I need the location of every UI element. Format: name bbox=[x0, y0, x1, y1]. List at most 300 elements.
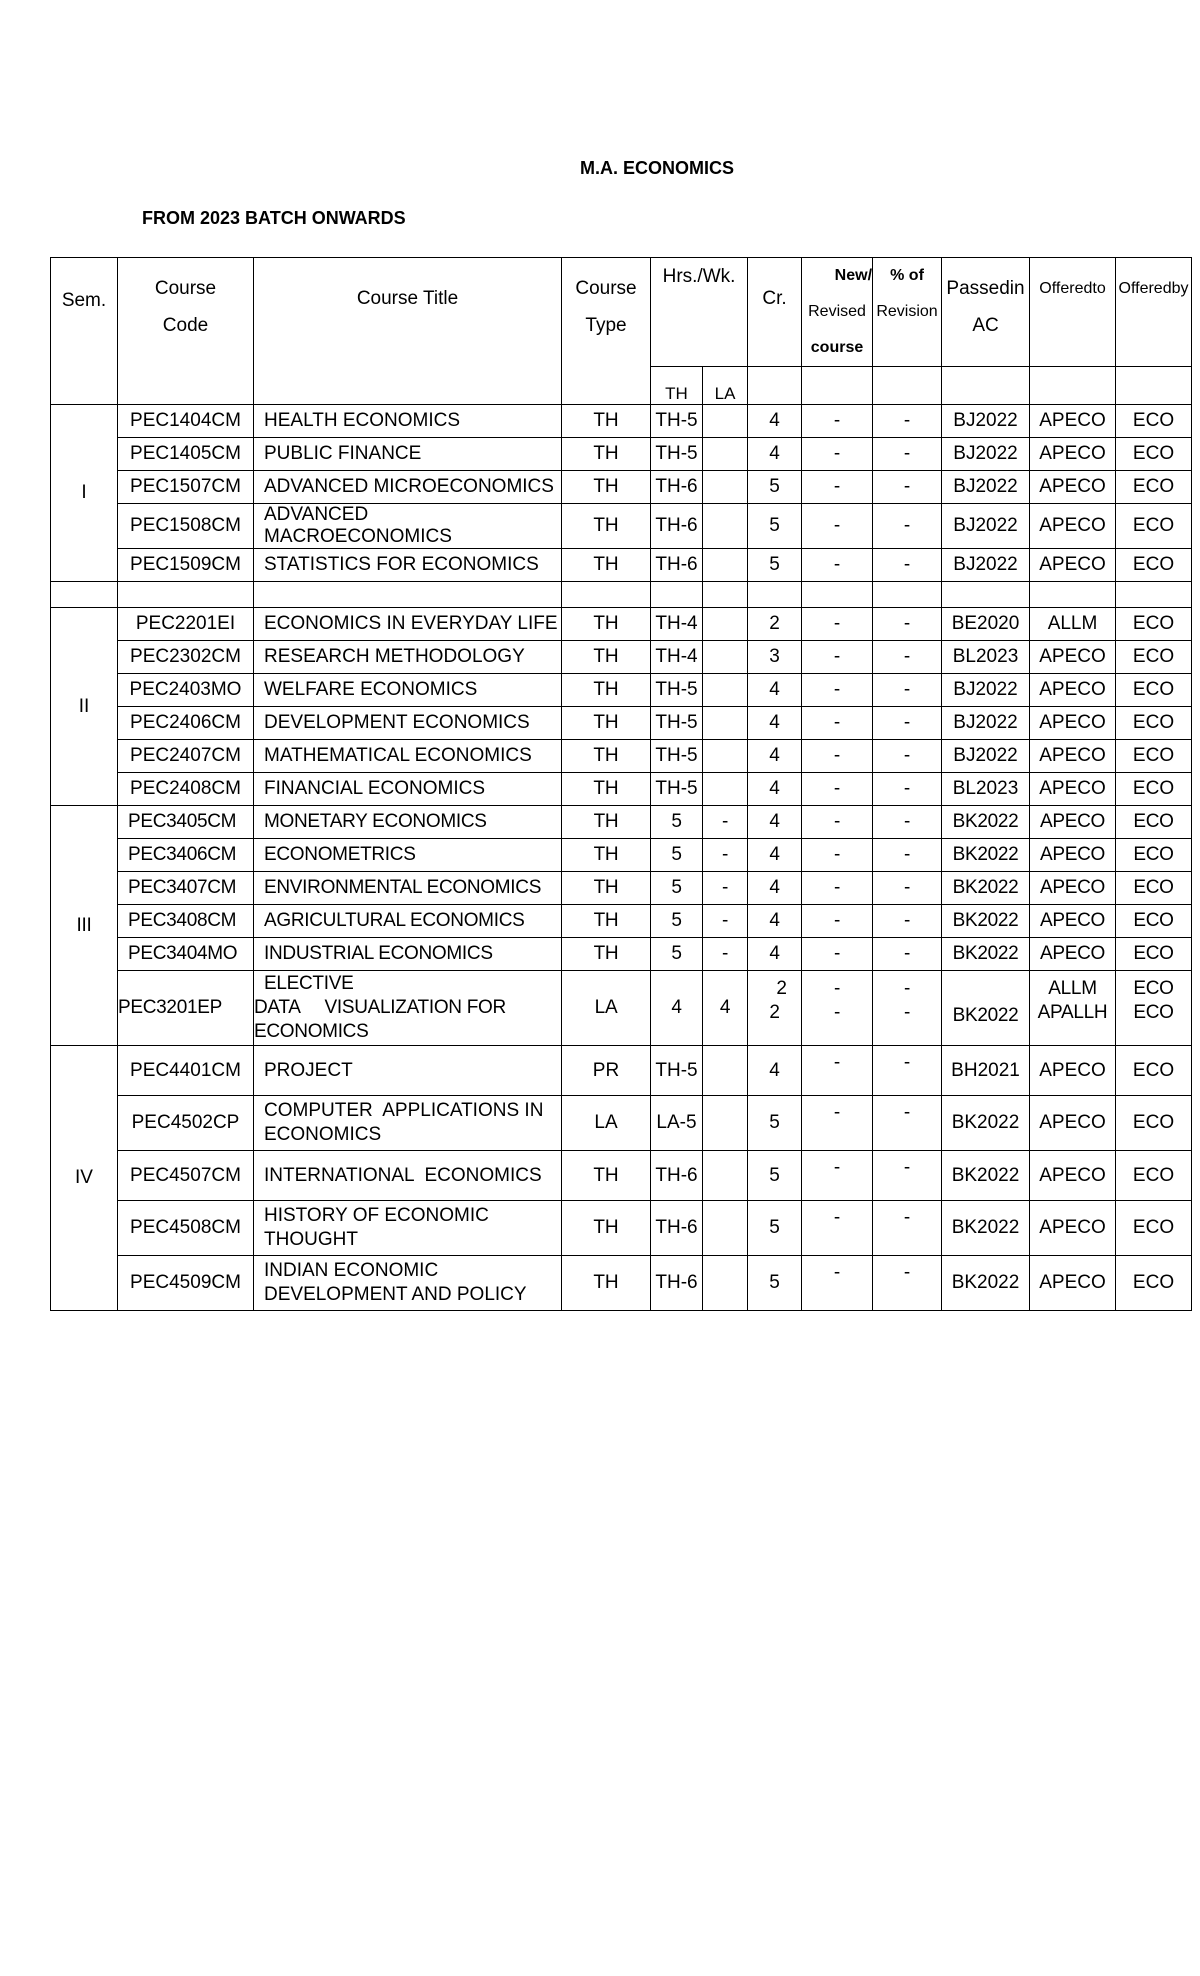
header-course-type bbox=[562, 258, 651, 405]
passed-ac: BK2022 bbox=[942, 1256, 1030, 1311]
offered-to: APECO bbox=[1030, 740, 1116, 773]
new-revised: - bbox=[802, 504, 873, 549]
table-row bbox=[51, 1256, 1192, 1311]
course-type: TH bbox=[562, 641, 651, 674]
credits: 4 bbox=[748, 938, 802, 971]
offered-by: ECO bbox=[1116, 872, 1192, 905]
hrs-th: TH-5 bbox=[651, 438, 703, 471]
passed-ac: BK2022 bbox=[942, 1201, 1030, 1256]
credits: 4 bbox=[748, 438, 802, 471]
passed-ac: BE2020 bbox=[942, 608, 1030, 641]
hrs-th: TH-6 bbox=[651, 1201, 703, 1256]
header-sem-label: Sem. bbox=[61, 290, 107, 311]
course-type: TH bbox=[562, 1201, 651, 1256]
revision-pct: - bbox=[873, 405, 942, 438]
offered-to: APECO bbox=[1030, 1096, 1116, 1151]
spacer-cell bbox=[51, 582, 118, 608]
table-row bbox=[51, 405, 1192, 438]
hrs-la bbox=[703, 438, 748, 471]
course-type: TH bbox=[562, 549, 651, 582]
course-title: STATISTICS FOR ECONOMICS bbox=[254, 549, 562, 582]
document-subtitle: FROM 2023 BATCH ONWARDS bbox=[142, 208, 406, 228]
passed-ac: BK2022 bbox=[942, 938, 1030, 971]
spacer-cell bbox=[703, 582, 748, 608]
hrs-la bbox=[703, 549, 748, 582]
course-title: INDUSTRIAL ECONOMICS bbox=[254, 938, 562, 971]
spacer-cell bbox=[254, 582, 562, 608]
hrs-la bbox=[703, 641, 748, 674]
offered-by: ECO bbox=[1116, 1201, 1192, 1256]
passed-ac: BJ2022 bbox=[942, 740, 1030, 773]
passed-ac: BK2022 bbox=[942, 806, 1030, 839]
offered-by: ECO bbox=[1116, 905, 1192, 938]
offered-to: APECO bbox=[1030, 504, 1116, 549]
hrs-th: 5 bbox=[651, 806, 703, 839]
course-code: PEC2201EI bbox=[118, 608, 254, 641]
offered-to-elective bbox=[1030, 971, 1116, 1046]
hrs-la: - bbox=[703, 938, 748, 971]
new-revised: - bbox=[802, 872, 873, 905]
hrs-th: TH-5 bbox=[651, 674, 703, 707]
course-type: TH bbox=[562, 1151, 651, 1201]
course-title-line2: ECONOMICS bbox=[264, 1124, 382, 1145]
table-row bbox=[51, 438, 1192, 471]
course-title bbox=[254, 1151, 562, 1201]
new-revised: - bbox=[802, 938, 873, 971]
header-course-title-label: Course Title bbox=[356, 288, 459, 309]
revision-pct: - bbox=[873, 608, 942, 641]
course-code: PEC3405CM bbox=[118, 806, 254, 839]
spacer-cell bbox=[562, 582, 651, 608]
course-code: PEC1507CM bbox=[118, 471, 254, 504]
hrs-th: TH-5 bbox=[651, 1046, 703, 1096]
course-title: HEALTH ECONOMICS bbox=[254, 405, 562, 438]
course-type: TH bbox=[562, 438, 651, 471]
new-revised: - bbox=[802, 608, 873, 641]
sem-label-3: III bbox=[76, 914, 92, 936]
hrs-th: LA-5 bbox=[651, 1096, 703, 1151]
revision-pct: - bbox=[873, 641, 942, 674]
passed-ac: BJ2022 bbox=[942, 549, 1030, 582]
offered-by: ECO bbox=[1116, 549, 1192, 582]
hrs-th: 5 bbox=[651, 905, 703, 938]
offered-by: ECO bbox=[1116, 674, 1192, 707]
offered-to: APECO bbox=[1030, 806, 1116, 839]
header-course-code-line1: Course bbox=[154, 278, 217, 299]
offered-by: ECO bbox=[1116, 740, 1192, 773]
offered-to: APECO bbox=[1030, 1046, 1116, 1096]
header-revision bbox=[873, 258, 942, 367]
header-passed-line1: Passedin bbox=[946, 278, 1025, 299]
course-code: PEC4502CP bbox=[118, 1096, 254, 1151]
course-title-line1: PROJECT bbox=[264, 1059, 353, 1081]
header-rev-line1: % of bbox=[890, 267, 924, 284]
course-title: MONETARY ECONOMICS bbox=[254, 806, 562, 839]
new-revised-elective bbox=[802, 971, 873, 1046]
revision-pct: - bbox=[873, 471, 942, 504]
elective-to1: ALLM bbox=[1048, 978, 1097, 999]
course-code: PEC1509CM bbox=[118, 549, 254, 582]
course-title-line1: INTERNATIONAL ECONOMICS bbox=[264, 1164, 542, 1186]
course-title: ENVIRONMENTAL ECONOMICS bbox=[254, 872, 562, 905]
offered-to: APECO bbox=[1030, 405, 1116, 438]
revision-pct: - bbox=[873, 1096, 942, 1151]
credits: 4 bbox=[748, 905, 802, 938]
course-title bbox=[254, 1201, 562, 1256]
header-by-blank bbox=[1116, 367, 1192, 405]
table-row bbox=[51, 872, 1192, 905]
credits: 4 bbox=[748, 839, 802, 872]
offered-to: APECO bbox=[1030, 707, 1116, 740]
credits: 5 bbox=[748, 504, 802, 549]
credits: 5 bbox=[748, 549, 802, 582]
course-type: TH bbox=[562, 504, 651, 549]
course-code: PEC4401CM bbox=[118, 1046, 254, 1096]
passed-ac: BK2022 bbox=[942, 1151, 1030, 1201]
course-code: PEC2403MO bbox=[118, 674, 254, 707]
offered-by: ECO bbox=[1116, 1046, 1192, 1096]
sem-cell-1 bbox=[51, 405, 118, 582]
course-title-line2: DEVELOPMENT AND POLICY bbox=[264, 1284, 527, 1305]
header-row bbox=[51, 258, 1192, 367]
course-type: TH bbox=[562, 740, 651, 773]
hrs-la bbox=[703, 504, 748, 549]
offered-to: APECO bbox=[1030, 674, 1116, 707]
header-th bbox=[651, 367, 703, 405]
passed-ac: BJ2022 bbox=[942, 405, 1030, 438]
hrs-th: TH-6 bbox=[651, 471, 703, 504]
revision-elective bbox=[873, 971, 942, 1046]
revision-pct: - bbox=[873, 1256, 942, 1311]
elective-by2: ECO bbox=[1133, 1002, 1174, 1023]
course-title bbox=[254, 1256, 562, 1311]
new-revised: - bbox=[802, 674, 873, 707]
course-title: ECONOMETRICS bbox=[254, 839, 562, 872]
revision-pct: - bbox=[873, 1151, 942, 1201]
course-code: PEC2407CM bbox=[118, 740, 254, 773]
hrs-la bbox=[703, 707, 748, 740]
offered-by: ECO bbox=[1116, 405, 1192, 438]
course-type: TH bbox=[562, 471, 651, 504]
course-title-line1: HISTORY OF ECONOMIC bbox=[264, 1205, 489, 1226]
course-type: TH bbox=[562, 707, 651, 740]
spacer-cell bbox=[651, 582, 703, 608]
table-row bbox=[51, 740, 1192, 773]
offered-by: ECO bbox=[1116, 1256, 1192, 1311]
header-hrs-wk-label: Hrs./Wk. bbox=[662, 266, 736, 287]
revision-pct: - bbox=[873, 438, 942, 471]
sem-cell-4 bbox=[51, 1046, 118, 1311]
course-type: TH bbox=[562, 806, 651, 839]
passed-ac: BJ2022 bbox=[942, 471, 1030, 504]
passed-ac: BJ2022 bbox=[942, 707, 1030, 740]
passed-ac: BJ2022 bbox=[942, 438, 1030, 471]
header-cr bbox=[748, 258, 802, 367]
offered-by: ECO bbox=[1116, 438, 1192, 471]
revision-pct: - bbox=[873, 549, 942, 582]
credits: 4 bbox=[748, 773, 802, 806]
course-type: TH bbox=[562, 872, 651, 905]
course-type: TH bbox=[562, 938, 651, 971]
credits: 3 bbox=[748, 641, 802, 674]
course-title: ADVANCED MACROECONOMICS bbox=[254, 504, 562, 549]
offered-to: APECO bbox=[1030, 1151, 1116, 1201]
credits: 5 bbox=[748, 1256, 802, 1311]
document-title: M.A. ECONOMICS bbox=[580, 158, 735, 178]
table-row bbox=[51, 806, 1192, 839]
course-code: PEC2406CM bbox=[118, 707, 254, 740]
header-cr-label: Cr. bbox=[762, 288, 787, 309]
offered-by: ECO bbox=[1116, 806, 1192, 839]
revision-pct: - bbox=[873, 773, 942, 806]
credits: 4 bbox=[748, 405, 802, 438]
revision-pct: - bbox=[873, 1046, 942, 1096]
new-revised: - bbox=[802, 438, 873, 471]
offered-to: APECO bbox=[1030, 872, 1116, 905]
revision-pct: - bbox=[873, 839, 942, 872]
header-course-code-line2: Code bbox=[162, 315, 209, 336]
course-title: RESEARCH METHODOLOGY bbox=[254, 641, 562, 674]
header-ac-blank bbox=[942, 367, 1030, 405]
table-row bbox=[51, 773, 1192, 806]
hrs-th: TH-4 bbox=[651, 608, 703, 641]
spacer-row bbox=[51, 582, 1192, 608]
offered-by: ECO bbox=[1116, 707, 1192, 740]
credits: 4 bbox=[748, 872, 802, 905]
offered-to: APECO bbox=[1030, 1201, 1116, 1256]
credits: 4 bbox=[748, 707, 802, 740]
offered-to: APECO bbox=[1030, 938, 1116, 971]
new-revised: - bbox=[802, 549, 873, 582]
course-code: PEC4508CM bbox=[118, 1201, 254, 1256]
course-type: TH bbox=[562, 839, 651, 872]
header-new-blank bbox=[802, 367, 873, 405]
hrs-th: TH-6 bbox=[651, 549, 703, 582]
table-row bbox=[51, 608, 1192, 641]
hrs-la bbox=[703, 1046, 748, 1096]
offered-by: ECO bbox=[1116, 1096, 1192, 1151]
revision-pct: - bbox=[873, 504, 942, 549]
header-offered-by-label: Offeredby bbox=[1118, 280, 1189, 297]
hrs-la bbox=[703, 1201, 748, 1256]
offered-by-elective bbox=[1116, 971, 1192, 1046]
passed-ac: BK2022 bbox=[942, 1096, 1030, 1151]
new-revised: - bbox=[802, 740, 873, 773]
course-type: TH bbox=[562, 905, 651, 938]
header-to-blank bbox=[1030, 367, 1116, 405]
course-title-elective bbox=[254, 971, 562, 1046]
offered-to: APECO bbox=[1030, 839, 1116, 872]
table-row bbox=[51, 938, 1192, 971]
hrs-la bbox=[703, 405, 748, 438]
course-title: DEVELOPMENT ECONOMICS bbox=[254, 707, 562, 740]
hrs-la bbox=[703, 740, 748, 773]
header-offered-to-label: Offeredto bbox=[1039, 280, 1106, 297]
passed-ac: BJ2022 bbox=[942, 504, 1030, 549]
offered-to: APECO bbox=[1030, 773, 1116, 806]
hrs-la: 4 bbox=[703, 971, 748, 1046]
new-revised: - bbox=[802, 1201, 873, 1256]
new-revised: - bbox=[802, 773, 873, 806]
passed-ac: BJ2022 bbox=[942, 674, 1030, 707]
offered-by: ECO bbox=[1116, 839, 1192, 872]
new-revised: - bbox=[802, 707, 873, 740]
offered-to: APECO bbox=[1030, 438, 1116, 471]
header-course-title bbox=[254, 258, 562, 405]
new-revised: - bbox=[802, 905, 873, 938]
course-type: TH bbox=[562, 608, 651, 641]
elective-title-line3: ECONOMICS bbox=[254, 1021, 369, 1042]
new-revised: - bbox=[802, 1046, 873, 1096]
hrs-th: TH-6 bbox=[651, 1256, 703, 1311]
hrs-la: - bbox=[703, 872, 748, 905]
table-row bbox=[51, 674, 1192, 707]
credits-elective bbox=[748, 971, 802, 1046]
header-hrs-wk bbox=[651, 258, 748, 367]
header-passed-line2: AC bbox=[972, 315, 999, 336]
elective-new1: - bbox=[834, 978, 841, 999]
course-type: PR bbox=[562, 1046, 651, 1096]
course-title: FINANCIAL ECONOMICS bbox=[254, 773, 562, 806]
hrs-th: 5 bbox=[651, 938, 703, 971]
course-title: PUBLIC FINANCE bbox=[254, 438, 562, 471]
offered-by: ECO bbox=[1116, 773, 1192, 806]
hrs-th: TH-5 bbox=[651, 405, 703, 438]
course-title bbox=[254, 1046, 562, 1096]
course-title: MATHEMATICAL ECONOMICS bbox=[254, 740, 562, 773]
hrs-th: 5 bbox=[651, 839, 703, 872]
credits: 5 bbox=[748, 1096, 802, 1151]
header-offered-to bbox=[1030, 258, 1116, 367]
table-row bbox=[51, 1096, 1192, 1151]
offered-to: APECO bbox=[1030, 471, 1116, 504]
table-row bbox=[51, 549, 1192, 582]
table-row bbox=[51, 1046, 1192, 1096]
course-code: PEC2408CM bbox=[118, 773, 254, 806]
course-code: PEC1508CM bbox=[118, 504, 254, 549]
credits: 4 bbox=[748, 674, 802, 707]
header-cr-blank bbox=[748, 367, 802, 405]
table-row bbox=[51, 641, 1192, 674]
sem-label-1: I bbox=[81, 482, 87, 503]
course-type: LA bbox=[562, 1096, 651, 1151]
course-code: PEC4509CM bbox=[118, 1256, 254, 1311]
hrs-th: TH-4 bbox=[651, 641, 703, 674]
hrs-th: 4 bbox=[651, 971, 703, 1046]
hrs-la bbox=[703, 1256, 748, 1311]
offered-to: APECO bbox=[1030, 905, 1116, 938]
header-new-line2: Revised bbox=[808, 303, 866, 320]
course-title: ECONOMICS IN EVERYDAY LIFE bbox=[254, 608, 562, 641]
offered-by: ECO bbox=[1116, 608, 1192, 641]
hrs-la bbox=[703, 608, 748, 641]
hrs-th: TH-6 bbox=[651, 504, 703, 549]
course-code: PEC1404CM bbox=[118, 405, 254, 438]
table-row bbox=[51, 1201, 1192, 1256]
spacer-cell bbox=[942, 582, 1030, 608]
elective-rev1: - bbox=[904, 978, 911, 999]
hrs-la: - bbox=[703, 839, 748, 872]
elective-new2: - bbox=[834, 1002, 841, 1023]
hrs-la: - bbox=[703, 806, 748, 839]
course-code: PEC3404MO bbox=[118, 938, 254, 971]
header-offered-by bbox=[1116, 258, 1192, 367]
hrs-la: - bbox=[703, 905, 748, 938]
sem-label-2: II bbox=[78, 695, 90, 717]
new-revised: - bbox=[802, 641, 873, 674]
header-new-line3: course bbox=[810, 339, 864, 356]
offered-to: APECO bbox=[1030, 549, 1116, 582]
spacer-cell bbox=[1116, 582, 1192, 608]
hrs-la bbox=[703, 1096, 748, 1151]
course-type: TH bbox=[562, 773, 651, 806]
new-revised: - bbox=[802, 405, 873, 438]
passed-ac: BK2022 bbox=[942, 839, 1030, 872]
spacer-cell bbox=[802, 582, 873, 608]
table-row bbox=[51, 905, 1192, 938]
credits: 2 bbox=[748, 608, 802, 641]
elective-title-line2: DATA VISUALIZATION FOR bbox=[254, 997, 506, 1018]
passed-ac: BL2023 bbox=[942, 773, 1030, 806]
hrs-la bbox=[703, 471, 748, 504]
hrs-th: 5 bbox=[651, 872, 703, 905]
course-table bbox=[50, 257, 1192, 1311]
offered-to: APECO bbox=[1030, 641, 1116, 674]
header-new-revised bbox=[802, 258, 873, 367]
credits: 5 bbox=[748, 1151, 802, 1201]
table-row bbox=[51, 1151, 1192, 1201]
passed-ac: BK2022 bbox=[942, 971, 1030, 1046]
revision-pct: - bbox=[873, 872, 942, 905]
new-revised: - bbox=[802, 1096, 873, 1151]
course-code: PEC2302CM bbox=[118, 641, 254, 674]
hrs-la bbox=[703, 674, 748, 707]
credits: 4 bbox=[748, 806, 802, 839]
header-course-type-line2: Type bbox=[585, 315, 627, 336]
elective-rev2: - bbox=[904, 1002, 911, 1023]
new-revised: - bbox=[802, 1151, 873, 1201]
header-th-label: TH bbox=[665, 384, 688, 403]
elective-cr1: 2 bbox=[776, 978, 787, 999]
course-code: PEC4507CM bbox=[118, 1151, 254, 1201]
course-code: PEC3201EP bbox=[118, 971, 254, 1046]
elective-title-line1: ELECTIVE bbox=[264, 973, 354, 994]
new-revised: - bbox=[802, 806, 873, 839]
revision-pct: - bbox=[873, 1201, 942, 1256]
offered-to: ALLM bbox=[1030, 608, 1116, 641]
sem-cell-2 bbox=[51, 608, 118, 806]
course-title-line1: COMPUTER APPLICATIONS IN bbox=[264, 1100, 544, 1121]
table-row bbox=[51, 839, 1192, 872]
hrs-la bbox=[703, 1151, 748, 1201]
spacer-cell bbox=[1030, 582, 1116, 608]
header-rev-line2: Revision bbox=[876, 303, 938, 320]
offered-by: ECO bbox=[1116, 504, 1192, 549]
course-title bbox=[254, 1096, 562, 1151]
revision-pct: - bbox=[873, 905, 942, 938]
passed-ac: BH2021 bbox=[942, 1046, 1030, 1096]
spacer-cell bbox=[748, 582, 802, 608]
header-course-code bbox=[118, 258, 254, 405]
header-passed-ac bbox=[942, 258, 1030, 367]
header-la bbox=[703, 367, 748, 405]
course-code: PEC1405CM bbox=[118, 438, 254, 471]
spacer-cell bbox=[873, 582, 942, 608]
header-sem bbox=[51, 258, 118, 405]
new-revised: - bbox=[802, 1256, 873, 1311]
course-title: ADVANCED MICROECONOMICS bbox=[254, 471, 562, 504]
new-revised: - bbox=[802, 839, 873, 872]
